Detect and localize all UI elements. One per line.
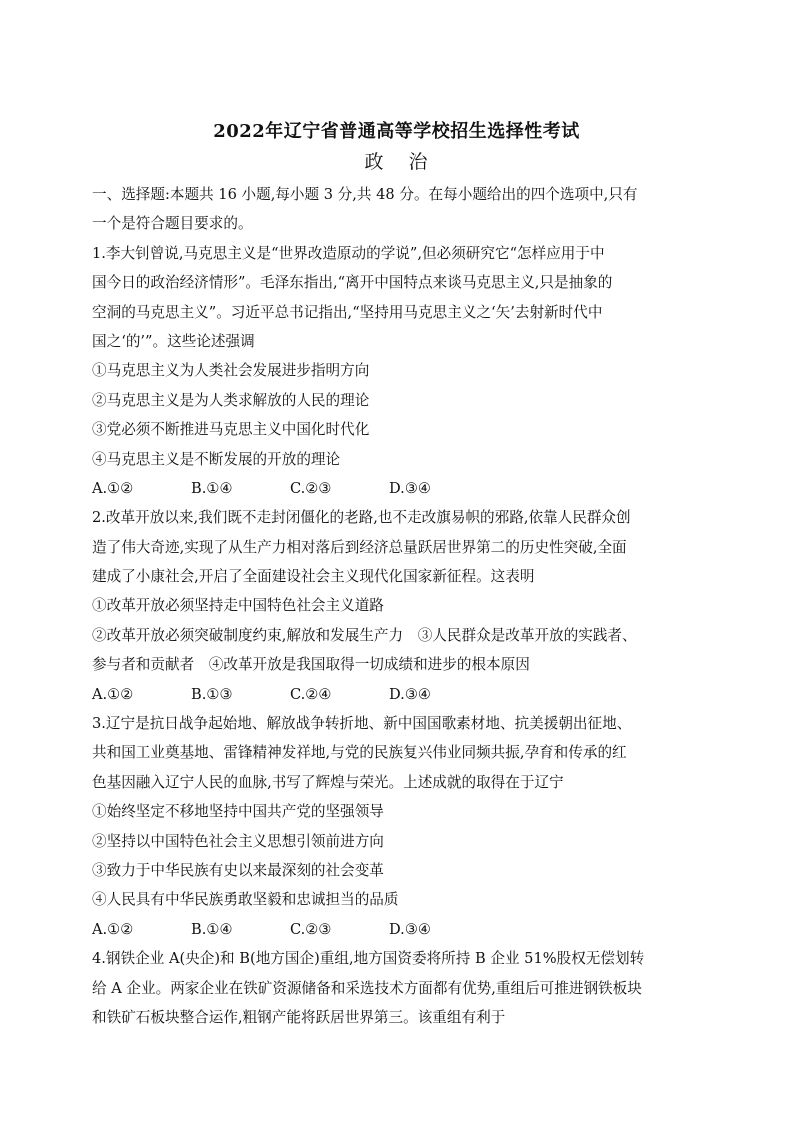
question-stem-line: 2.改革开放以来,我们既不走封闭僵化的老路,也不走改旗易帜的邪路,依靠人民群众创	[92, 509, 631, 527]
statement-line: ④人民具有中华民族勇敢坚毅和忠诚担当的品质	[92, 891, 399, 909]
question-stem-line: 给 A 企业。两家企业在铁矿资源储备和采选技术方面都有优势,重组后可推进钢铁板块	[92, 979, 642, 997]
option-a: A.①②	[92, 920, 134, 938]
question-stem-line: 造了伟大奇迹,实现了从生产力相对落后到经济总量跃居世界第二的历史性突破,全面	[92, 538, 627, 556]
question-stem-line: 国之‘的’”。这些论述强调	[92, 332, 255, 350]
option-c: C.②③	[290, 479, 332, 497]
answer-options	[92, 680, 712, 709]
statement-line: ①马克思主义为人类社会发展进步指明方向	[92, 362, 370, 380]
statement-line: ①改革开放必须坚持走中国特色社会主义道路	[92, 597, 384, 615]
section-instructions-line: 一、选择题:本题共 16 小题,每小题 3 分,共 48 分。在每小题给出的四个选项中,只有	[92, 186, 638, 203]
question-stem-line: 国今日的政治经济情形”。毛泽东指出,“离开中国特点来谈马克思主义,只是抽象的	[92, 274, 613, 292]
question-1	[92, 239, 712, 504]
question-stem-line: 4.钢铁企业 A(央企)和 B(地方国企)重组,地方国资委将所持 B 企业 51%股权无偿划转	[92, 950, 645, 968]
question-2	[92, 503, 712, 709]
statement-line: ④马克思主义是不断发展的开放的理论	[92, 450, 341, 468]
option-a: A.①②	[92, 479, 134, 497]
option-d: D.③④	[389, 479, 431, 497]
question-stem-line: 3.辽宁是抗日战争起始地、解放战争转折地、新中国国歌素材地、抗美援朝出征地、	[92, 715, 632, 733]
option-c: C.②③	[290, 920, 332, 938]
subject-heading	[0, 150, 793, 174]
question-3	[92, 709, 712, 944]
question-stem-line: 建成了小康社会,开启了全面建设社会主义现代化国家新征程。这表明	[92, 568, 535, 586]
subject-char-1: 政	[364, 151, 385, 173]
answer-options	[92, 474, 712, 503]
statement-line: ③致力于中华民族有史以来最深刻的社会变革	[92, 861, 384, 879]
option-a: A.①②	[92, 685, 134, 703]
exam-body	[92, 180, 712, 1032]
question-4	[92, 944, 712, 1032]
option-b: B.①④	[191, 920, 233, 938]
statement-line: ②坚持以中国特色社会主义思想引领前进方向	[92, 832, 384, 850]
option-c: C.②④	[290, 685, 332, 703]
question-stem-line: 1.李大钊曾说,马克思主义是“世界改造原动的学说”,但必须研究它“怎样应用于中	[92, 244, 605, 262]
question-stem-line: 空洞的马克思主义”。习近平总书记指出,“坚持用马克思主义之‘矢’去射新时代中	[92, 303, 603, 321]
option-b: B.①③	[191, 685, 233, 703]
subject-char-2: 治	[408, 151, 429, 173]
exam-title: 2022年辽宁省普通高等学校招生选择性考试	[213, 121, 580, 142]
option-d: D.③④	[389, 685, 431, 703]
statement-line: ①始终坚定不移地坚持中国共产党的坚强领导	[92, 803, 384, 821]
option-d: D.③④	[389, 920, 431, 938]
question-stem-line: 和铁矿石板块整合运作,粗钢产能将跃居世界第三。该重组有利于	[92, 1008, 506, 1026]
statement-line: ③党必须不断推进马克思主义中国化时代化	[92, 421, 370, 439]
statement-line: ②改革开放必须突破制度约束,解放和发展生产力 ③人民群众是改革开放的实践者、	[92, 626, 637, 644]
option-b: B.①④	[191, 479, 233, 497]
question-stem-line: 共和国工业奠基地、雷锋精神发祥地,与党的民族复兴伟业同频共振,孕育和传承的红	[92, 744, 627, 762]
answer-options	[92, 915, 712, 944]
statement-line: ②马克思主义是为人类求解放的人民的理论	[92, 391, 370, 409]
section-instructions-line: 一个是符合题目要求的。	[92, 215, 253, 233]
question-stem-line: 色基因融入辽宁人民的血脉,书写了辉煌与荣光。上述成就的取得在于辽宁	[92, 773, 564, 791]
statement-line: 参与者和贡献者 ④改革开放是我国取得一切成绩和进步的根本原因	[92, 656, 530, 674]
